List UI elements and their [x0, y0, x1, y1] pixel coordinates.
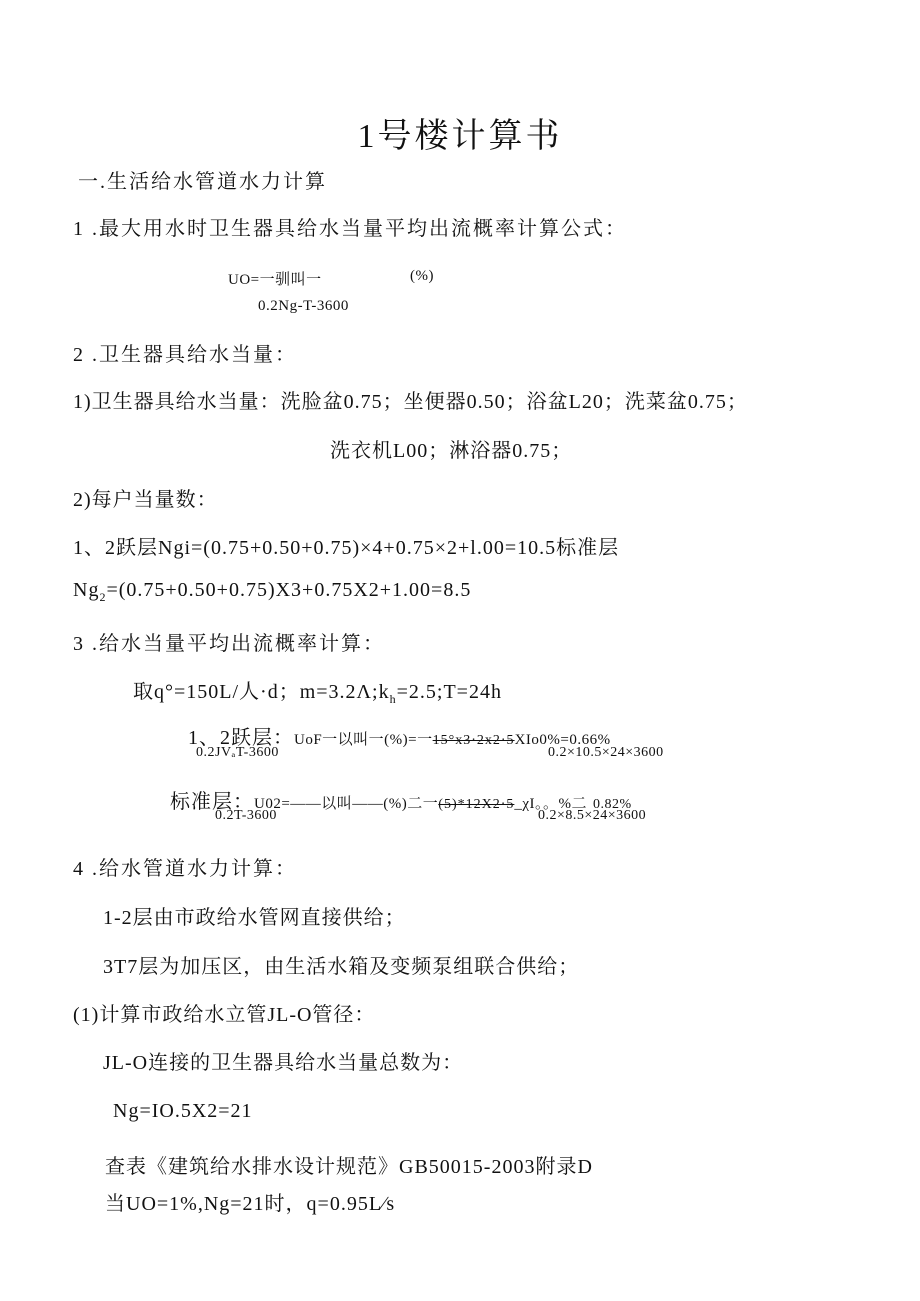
ng1-equation: 1、2跃层Ngi=(0.75+0.50+0.75)×4+0.75×2+l.00=10.5标准层 [73, 537, 620, 559]
ng2-body: =(0.75+0.50+0.75)X3+0.75X2+1.00=8.5 [106, 579, 472, 601]
calc-1-denominator-right: 0.2×10.5×24×3600 [548, 745, 664, 760]
parameters-line [133, 675, 502, 707]
formula-denominator: 0.2Ng-T-3600 [258, 298, 349, 314]
params-prefix: 取q°=150L/人·d；m=3.2Λ;k [133, 681, 390, 703]
fixture-equivalents-line-1: 1)卫生器具给水当量：洗脸盆0.75；坐便器0.50；浴盆L20；洗菜盆0.75； [73, 391, 748, 413]
formula-num-text: UO=一驯叫一 [228, 272, 322, 288]
calc-2-denominator-left: 0.2T-3600 [215, 808, 277, 823]
code-reference-text: 查表《建筑给水排水设计规范》GB50015-2003附录D [105, 1156, 593, 1178]
calc-2-denominator-right: 0.2×8.5×24×3600 [538, 808, 647, 823]
section-heading-1: 一.生活给水管道水力计算 [78, 171, 327, 193]
calc-2-result: 0.82% [593, 797, 632, 812]
ng2-equation [73, 579, 471, 605]
calc-1-lead: 1、2跃层： [188, 727, 294, 749]
calc-1-denominator-left: 0.2JVₐT-3600 [196, 745, 279, 760]
item-1-heading: 1 .最大用水时卫生器具给水当量平均出流概率计算公式： [73, 218, 627, 240]
item-2-heading: 2 .卫生器具给水当量： [73, 344, 297, 366]
calc-2-struck: (5)*12X2·5 [438, 797, 515, 812]
calc-1-tail: XIo0%=0.66% [514, 732, 611, 748]
calc-2-lead: 标准层： [170, 791, 254, 813]
fixture-equivalents-line-2: 洗衣机L00；淋浴器0.75； [330, 440, 573, 462]
page-title: 1号楼计算书 [357, 118, 563, 155]
params-suffix: =2.5;T=24h [396, 681, 502, 703]
item-4-heading: 4 .给水管道水力计算： [73, 858, 297, 880]
flow-result-text: 当UO=1%,Ng=21时，q=0.95L∕s [105, 1193, 396, 1215]
formula-percent: (%) [410, 268, 434, 284]
ng-total-equation: Ng=IO.5X2=21 [113, 1100, 253, 1122]
ng2-subscript: 2 [99, 590, 107, 604]
zone-low-text: 1-2层由市政给水管网直接供给； [103, 907, 406, 929]
household-equivalents-heading: 2)每户当量数： [73, 489, 218, 511]
calc-2-tail: _χI。。%二 [514, 796, 588, 812]
calc-1-struck: 15°x3·2x2·5 [432, 733, 515, 748]
calc-2-mid: U02=——以叫——(%)二一 [254, 796, 439, 812]
ng2-prefix: Ng [73, 579, 100, 601]
item-3-heading: 3 .给水当量平均出流概率计算： [73, 633, 385, 655]
calc-1-mid: UoF一以叫一(%)=一 [294, 732, 433, 748]
riser-equivalent-text: JL-O连接的卫生器具给水当量总数为： [103, 1052, 464, 1074]
riser-calc-heading: (1)计算市政给水立管JL-O管径： [73, 1004, 376, 1026]
zone-high-text: 3T7层为加压区，由生活水箱及变频泵组联合供给； [103, 956, 580, 978]
formula-numerator [228, 268, 322, 289]
params-subscript: h [389, 692, 397, 706]
